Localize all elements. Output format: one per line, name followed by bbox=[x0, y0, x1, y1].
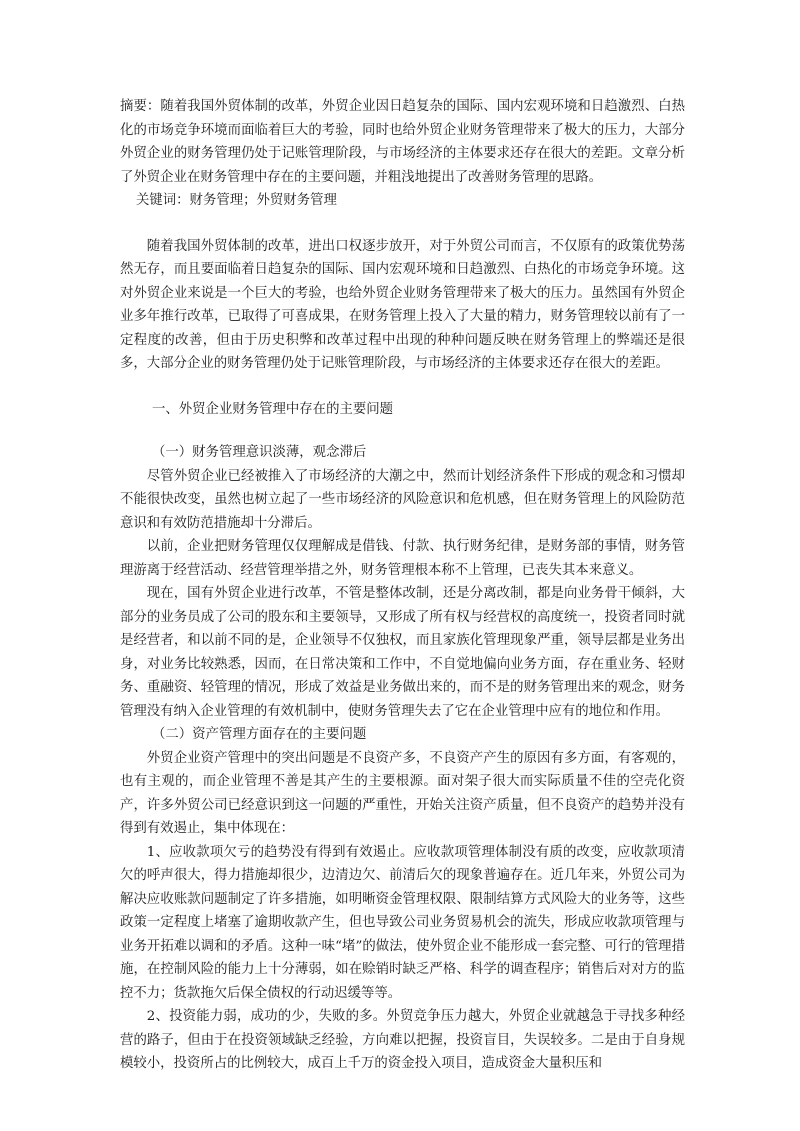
subsection-heading-1: （一）财务管理意识淡薄，观念滞后 bbox=[152, 445, 367, 460]
section-heading-1: 一、外贸企业财务管理中存在的主要问题 bbox=[152, 401, 394, 417]
abstract-paragraph: 摘要：随着我国外贸体制的改革，外贸企业因日趋复杂的国际、国内宏观环境和日趋激烈、白热化的市场竞争环境而面临着巨大的考验，同时也给外贸企业财务管理带来了极大的压力，大部分外贸企业的财务管理仍处于记账管理阶段，与市场经济的主体要求还存在很大的差距。文章分析了外贸企业在财务管理中存在的主要问题，并粗浅地提出了改善财务管理的思路。 bbox=[120, 99, 685, 185]
document-page bbox=[120, 95, 685, 1076]
paragraph: 尽管外贸企业已经被推入了市场经济的大潮之中，然而计划经济条件下形成的观念和习惯却不能很快改变，虽然也树立起了一些市场经济的风险意识和危机感，但在财务管理上的风险防范意识和有效防范措施却十分滞后。 bbox=[120, 468, 685, 531]
intro-paragraph: 随着我国外贸体制的改革，进出口权逐步放开，对于外贸公司而言，不仅原有的政策优势荡然无存，而且要面临着日趋复杂的国际、国内宏观环境和日趋激烈、白热化的市场竞争环境。这对外贸企业来说是一个巨大的考验，也给外贸企业财务管理带来了极大的压力。虽然国有外贸企业多年推行改革，已取得了可喜成果，在财务管理上投入了大量的精力，财务管理较以前有了一定程度的改善，但由于历史积弊和改革过程中出现的种种问题反映在财务管理上的弊端还是很多，大部分企业的财务管理仍处于记账管理阶段，与市场经济的主体要求还存在很大的差距。 bbox=[120, 238, 685, 371]
paragraph: 外贸企业资产管理中的突出问题是不良资产多，不良资产产生的原因有多方面，有客观的，也有主观的，而企业管理不善是其产生的主要根源。面对架子很大而实际质量不佳的空壳化资产，许多外贸公司已经意识到这一问题的严重性，开始关注资产质量，但不良资产的趋势并没有得到有效遏止，集中体现在： bbox=[120, 750, 685, 836]
paragraph: 以前，企业把财务管理仅仅理解成是借钱、付款、执行财务纪律，是财务部的事情，财务管理游离于经营活动、经营管理举措之外，财务管理根本称不上管理，已丧失其本来意义。 bbox=[120, 539, 685, 578]
paragraph: 1、应收款项欠亏的趋势没有得到有效遏止。应收款项管理体制没有质的改变，应收款项清欠的呼声很大，得力措施却很少，边清边欠、前清后欠的现象普遍存在。近几年来，外贸公司为解决应收账款问题制定了许多措施，如明晰资金管理权限、限制结算方式风险大的业务等，这些政策一定程度上堵塞了逾期收款产生，但也导致公司业务贸易机会的流失，形成应收款项管理与业务开拓难以调和的矛盾。这种一味“堵”的做法，使外贸企业不能形成一套完整、可行的管理措施，在控制风险的能力上十分薄弱，如在赊销时缺乏严格、科学的调查程序；销售后对对方的监控不力；货款拖欠后保全债权的行动迟缓等等。 bbox=[120, 844, 685, 1001]
paragraph: 现在，国有外贸企业进行改革，不管是整体改制，还是分离改制，都是向业务骨干倾斜，大部分的业务员成了公司的股东和主要领导，又形成了所有权与经营权的高度统一，投资者同时就是经营者，和以前不同的是，企业领导不仅独权，而且家族化管理现象严重，领导层都是业务出身，对业务比较熟悉，因而，在日常决策和工作中，不自觉地偏向业务方面，存在重业务、轻财务、重融资、轻管理的情况，形成了效益是业务做出来的，而不是的财务管理出来的观念，财务管理没有纳入企业管理的有效机制中，使财务管理失去了它在企业管理中应有的地位和作用。 bbox=[120, 586, 685, 719]
subsection-heading-2: （二）资产管理方面存在的主要问题 bbox=[152, 727, 367, 742]
keywords-line: 关键词：财务管理；外贸财务管理 bbox=[136, 193, 337, 208]
paragraph: 2、投资能力弱，成功的少，失败的多。外贸竞争压力越大，外贸企业就越急于寻找多种经营的路子，但由于在投资领域缺乏经验，方向难以把握，投资盲目，失误较多。二是由于自身规模较小，投资所占的比例较大，成百上千万的资金投入项目，造成资金大量积压和 bbox=[120, 1009, 685, 1071]
